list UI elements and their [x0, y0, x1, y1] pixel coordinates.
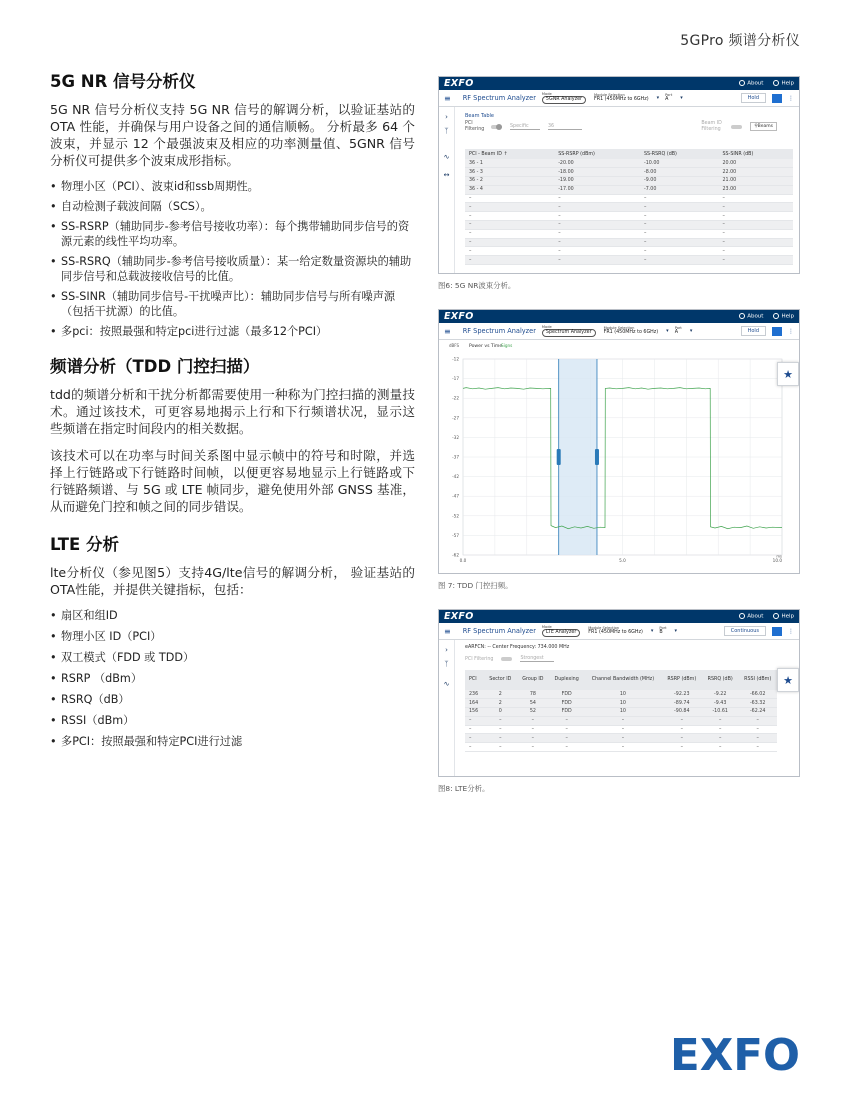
- table-cell: –: [719, 212, 794, 221]
- table-cell: 0: [484, 708, 517, 717]
- lte-section-title: LTE 分析: [50, 535, 120, 554]
- exfo-footer-logo: [670, 1035, 800, 1073]
- table-cell: -9.43: [702, 699, 738, 708]
- beam-table: [465, 149, 793, 265]
- table-cell: –: [554, 203, 640, 212]
- y-tick-label: -27: [452, 415, 459, 421]
- app-toolbar: [439, 623, 799, 640]
- list-item: • 扇区和组ID: [50, 608, 415, 623]
- exfo-logo: EXFO: [444, 78, 474, 89]
- table-cell: –: [465, 743, 484, 752]
- table-cell: -89.74: [662, 699, 703, 708]
- table-cell: –: [738, 734, 777, 743]
- table-cell: –: [484, 725, 517, 734]
- list-item: • 物理小区（PCI）、波束id和ssb周期性。: [50, 179, 415, 194]
- list-item: • SS-RSRP（辅助同步-参考信号接收功率）：每个携带辅助同步信号的资源元素的线性平均功率。: [50, 219, 415, 249]
- more-options-icon[interactable]: ⋮: [788, 94, 794, 102]
- list-item: • SS-RSRQ（辅助同步-参考信号接收质量）：某一给定数量资源块的辅助同步信号和总载波接收信号的比值。: [50, 254, 415, 284]
- table-cell: –: [702, 725, 738, 734]
- hamburger-icon[interactable]: ≡: [444, 93, 451, 103]
- waveform-icon[interactable]: ∿: [443, 680, 450, 688]
- table-cell: –: [517, 743, 549, 752]
- x-tick-label: 10.0: [772, 558, 782, 563]
- table-cell: 23.00: [719, 185, 794, 194]
- table-cell: –: [719, 229, 794, 238]
- table-cell: –: [484, 716, 517, 725]
- column-header[interactable]: SS-SINR (dB): [719, 149, 794, 159]
- help-icon: [773, 613, 779, 619]
- table-cell: 2: [484, 699, 517, 708]
- right-column: [438, 76, 800, 812]
- antenna-icon[interactable]: ᛉ: [444, 127, 449, 135]
- camera-icon[interactable]: [772, 627, 782, 636]
- help-icon: [773, 313, 779, 319]
- table-cell: –: [662, 716, 703, 725]
- table-cell: –: [465, 229, 554, 238]
- table-row[interactable]: [465, 708, 777, 717]
- arrows-icon[interactable]: ↔: [443, 171, 450, 179]
- table-cell: –: [554, 229, 640, 238]
- star-icon[interactable]: ★: [777, 362, 799, 386]
- table-cell: 236: [465, 690, 484, 699]
- table-cell: –: [584, 734, 661, 743]
- table-row[interactable]: [465, 247, 793, 256]
- column-header[interactable]: RSRQ (dB): [702, 670, 738, 690]
- table-cell: –: [554, 256, 640, 265]
- waveform-icon[interactable]: ∿: [443, 153, 450, 161]
- list-item: • 多PCI：按照最强和特定PCI进行过滤: [50, 734, 415, 749]
- antenna-icon[interactable]: ᛉ: [444, 660, 449, 668]
- table-cell: FDD: [549, 708, 584, 717]
- pci-filtering-label: PCI Filtering: [465, 656, 494, 662]
- hamburger-icon[interactable]: ≡: [444, 326, 451, 336]
- y-tick-label: -52: [452, 513, 459, 519]
- exfo-logo: EXFO: [444, 311, 474, 322]
- help-link[interactable]: Help: [773, 80, 794, 87]
- table-cell: –: [584, 716, 661, 725]
- filter-row: [465, 121, 795, 132]
- table-cell: –: [549, 734, 584, 743]
- table-cell: –: [702, 716, 738, 725]
- table-cell: –: [738, 743, 777, 752]
- chevron-down-icon[interactable]: ▾: [674, 628, 678, 634]
- module-select[interactable]: Module Selection FR1 (450MHz to 6GHz): [603, 326, 659, 335]
- side-rail: [439, 107, 455, 273]
- fig6-caption: 图6: 5G NR波束分析。: [438, 281, 516, 290]
- side-rail: [439, 640, 455, 776]
- about-link[interactable]: About: [739, 613, 763, 620]
- y-tick-label: -17: [452, 376, 459, 382]
- tdd-section-title: 频谱分析（TDD 门控扫描）: [50, 357, 260, 376]
- y-tick-label: -32: [452, 434, 459, 440]
- table-cell: -19.00: [554, 177, 640, 186]
- table-row[interactable]: [465, 194, 793, 203]
- table-row[interactable]: [465, 734, 777, 743]
- camera-icon[interactable]: [772, 327, 782, 336]
- table-cell: 78: [517, 690, 549, 699]
- table-cell: 36 - 1: [465, 159, 554, 168]
- list-item: • 多pci：按照最强和特定pci进行过滤（最多12个PCI）: [50, 324, 415, 339]
- lte-bullet-list: [50, 608, 415, 749]
- beam-table-label: Beam Table: [465, 113, 494, 119]
- table-cell: –: [465, 203, 554, 212]
- list-item: • SS-SINR（辅助同步信号-干扰噪声比）：辅助同步信号与所有噪声源（包括干扰源）的比值。: [50, 289, 415, 319]
- table-cell: -62.24: [738, 708, 777, 717]
- table-cell: –: [719, 203, 794, 212]
- chevron-right-icon[interactable]: ›: [445, 646, 448, 654]
- earfcn-readout: eARFCN: -- Center Frequency: 734.000 MHz: [465, 645, 570, 650]
- y-tick-label: -47: [452, 493, 459, 499]
- table-cell: –: [738, 725, 777, 734]
- port-select[interactable]: Port B: [659, 626, 667, 635]
- module-select[interactable]: Module Selection FR1 (450MHz to 6GHz): [594, 93, 649, 102]
- table-row[interactable]: [465, 716, 777, 725]
- module-select[interactable]: Module Selection FR1 (450MHz to 6GHz): [588, 626, 643, 635]
- column-header[interactable]: SS-RSRP (dBm): [554, 149, 640, 159]
- table-cell: 10: [584, 708, 661, 717]
- table-cell: –: [465, 247, 554, 256]
- pci-value-input[interactable]: 36: [548, 124, 582, 130]
- y-tick-label: -57: [452, 532, 459, 538]
- y-tick-label: -62: [452, 552, 459, 558]
- mode-field[interactable]: Mode Spectrum Analyzer: [542, 325, 596, 337]
- table-cell: –: [738, 716, 777, 725]
- table-cell: –: [719, 247, 794, 256]
- table-cell: 21.00: [719, 177, 794, 186]
- app-name: RF Spectrum Analyzer: [462, 627, 536, 635]
- table-cell: -92.23: [662, 690, 703, 699]
- table-cell: –: [702, 734, 738, 743]
- table-cell: 36 - 4: [465, 185, 554, 194]
- tdd-paragraph-1: tdd的频谱分析和干扰分析都需要使用一种称为门控扫描的测量技术。通过该技术，可更容易地揭示上行和下行频谱状况，显示这些频谱在指定时间段内的相关数据。: [50, 387, 415, 436]
- table-cell: 20.00: [719, 159, 794, 168]
- more-options-icon[interactable]: ⋮: [788, 627, 794, 635]
- gate-band: [559, 359, 597, 555]
- table-row[interactable]: [465, 725, 777, 734]
- app-name: RF Spectrum Analyzer: [462, 94, 536, 102]
- filter-row: [465, 656, 554, 662]
- table-cell: –: [465, 256, 554, 265]
- fig8-caption: 图8: LTE分析。: [438, 784, 490, 793]
- table-cell: 52: [517, 708, 549, 717]
- table-row[interactable]: [465, 212, 793, 221]
- column-header[interactable]: Group ID: [517, 670, 549, 690]
- table-cell: –: [554, 221, 640, 230]
- legend-entry: Signs: [501, 343, 513, 348]
- y-tick-label: -42: [452, 474, 459, 480]
- y-tick-label: -12: [452, 356, 459, 362]
- table-cell: –: [719, 256, 794, 265]
- table-cell: -8.00: [640, 168, 719, 177]
- app-toolbar: [439, 323, 799, 340]
- help-icon: [773, 80, 779, 86]
- table-cell: –: [640, 194, 719, 203]
- table-cell: -17.00: [554, 185, 640, 194]
- nr-section-title: 5G NR 信号分析仪: [50, 72, 196, 91]
- table-row[interactable]: [465, 699, 777, 708]
- table-cell: -7.00: [640, 185, 719, 194]
- table-row[interactable]: [465, 185, 793, 194]
- table-row[interactable]: [465, 203, 793, 212]
- table-cell: -20.00: [554, 159, 640, 168]
- about-link[interactable]: About: [739, 313, 763, 320]
- table-cell: -18.00: [554, 168, 640, 177]
- table-row[interactable]: [465, 229, 793, 238]
- column-header[interactable]: RSSI (dBm): [738, 670, 777, 690]
- table-cell: –: [517, 734, 549, 743]
- info-icon: [739, 80, 745, 86]
- table-cell: –: [554, 194, 640, 203]
- list-item: • RSRP （dBm）: [50, 671, 415, 686]
- continuous-button[interactable]: Continuous: [724, 626, 766, 636]
- table-cell: –: [584, 725, 661, 734]
- hamburger-icon[interactable]: ≡: [444, 626, 451, 636]
- table-cell: –: [465, 734, 484, 743]
- table-cell: –: [554, 212, 640, 221]
- chart-title: Power vs Time: [469, 344, 503, 349]
- table-row[interactable]: [465, 743, 777, 752]
- exfo-logo: EXFO: [444, 611, 474, 622]
- hold-button[interactable]: Hold: [741, 326, 766, 336]
- table-cell: –: [465, 238, 554, 247]
- app-topbar: [439, 610, 799, 623]
- table-cell: –: [719, 194, 794, 203]
- fig8-screenshot: [438, 609, 800, 777]
- beams-button[interactable]: ⚲Beams: [750, 122, 777, 131]
- y-tick-label: -37: [452, 454, 459, 460]
- chevron-down-icon[interactable]: ▾: [656, 95, 660, 101]
- pci-filtering-label: PCI Filtering: [465, 121, 485, 132]
- table-cell: –: [584, 743, 661, 752]
- tdd-paragraph-2: 该技术可以在功率与时间关系图中显示帧中的符号和时隙，并选择上行链路或下行链路时间帧，以便更容易地显示上行链路或下行链路频谱、与 5G 或 LTE 帧同步，避免使用外部 GNSS 基准，从而避免门控和帧之间的同步错误。: [50, 448, 415, 514]
- about-link[interactable]: About: [739, 80, 763, 87]
- help-link[interactable]: Help: [773, 313, 794, 320]
- column-header[interactable]: Channel Bandwidth (MHz): [584, 670, 661, 690]
- strongest-select[interactable]: Strongest: [520, 656, 554, 662]
- column-header[interactable]: RSRP (dBm): [662, 670, 703, 690]
- lte-table: [465, 670, 777, 752]
- table-cell: –: [554, 238, 640, 247]
- table-cell: 156: [465, 708, 484, 717]
- y-axis-label: dBFS: [449, 343, 460, 348]
- lte-paragraph: lte分析仪（参见图5）支持4G/lte信号的解调分析， 验证基站的OTA性能，并提供关键指标，包括：: [50, 565, 415, 597]
- table-cell: –: [554, 247, 640, 256]
- table-row[interactable]: [465, 690, 777, 699]
- gate-end-handle: [595, 449, 599, 465]
- table-cell: –: [465, 194, 554, 203]
- table-cell: –: [662, 725, 703, 734]
- column-header[interactable]: Sector ID: [484, 670, 517, 690]
- table-cell: –: [640, 221, 719, 230]
- product-title: 5GPro 频谱分析仪: [680, 33, 800, 49]
- chevron-down-icon[interactable]: ▾: [689, 328, 693, 334]
- table-cell: –: [640, 212, 719, 221]
- port-select[interactable]: Port A: [674, 326, 682, 335]
- app-name: RF Spectrum Analyzer: [462, 327, 536, 335]
- x-tick-label: 0.0: [459, 558, 467, 563]
- table-cell: -90.84: [662, 708, 703, 717]
- list-item: • 双工模式（FDD 或 TDD）: [50, 650, 415, 665]
- camera-icon[interactable]: [772, 94, 782, 103]
- table-cell: 36 - 3: [465, 168, 554, 177]
- info-icon: [739, 313, 745, 319]
- table-cell: 10: [584, 699, 661, 708]
- nr-paragraph: 5G NR 信号分析仪支持 5G NR 信号的解调分析，以验证基站的 OTA 性能，并确保与用户设备之间的通信顺畅。 分析最多 64 个波束，并显示 12 个最强波束及相应的功率测量值、5GNR 信号分析仪可提供多个波束成形指标。: [50, 102, 415, 168]
- table-row[interactable]: [465, 221, 793, 230]
- x-tick-label: 5.0: [619, 558, 626, 563]
- table-cell: 22.00: [719, 168, 794, 177]
- table-row[interactable]: [465, 238, 793, 247]
- table-cell: –: [640, 256, 719, 265]
- mode-field[interactable]: Mode 5GNR Analyzer: [542, 92, 586, 104]
- table-cell: -63.32: [738, 699, 777, 708]
- column-header[interactable]: Duplexing: [549, 670, 584, 690]
- more-options-icon[interactable]: ⋮: [788, 327, 794, 335]
- hold-button[interactable]: Hold: [741, 93, 766, 103]
- y-tick-label: -22: [452, 395, 459, 401]
- chevron-down-icon[interactable]: ▾: [680, 95, 683, 101]
- table-row[interactable]: [465, 256, 793, 265]
- table-cell: FDD: [549, 699, 584, 708]
- table-cell: 2: [484, 690, 517, 699]
- table-cell: –: [549, 716, 584, 725]
- gate-start-handle: [557, 449, 561, 465]
- table-cell: –: [517, 716, 549, 725]
- table-cell: –: [719, 221, 794, 230]
- table-cell: –: [484, 734, 517, 743]
- table-row[interactable]: [465, 159, 793, 168]
- table-cell: -9.22: [702, 690, 738, 699]
- table-cell: –: [719, 238, 794, 247]
- table-cell: –: [702, 743, 738, 752]
- app-topbar: [439, 310, 799, 323]
- app-toolbar: [439, 90, 799, 107]
- list-item: • RSRQ（dB）: [50, 692, 415, 707]
- table-cell: –: [465, 221, 554, 230]
- list-item: • 物理小区 ID（PCI）: [50, 629, 415, 644]
- table-cell: FDD: [549, 690, 584, 699]
- left-column: [50, 72, 415, 767]
- list-item: • RSSI（dBm）: [50, 713, 415, 728]
- chevron-right-icon[interactable]: ›: [445, 113, 448, 121]
- star-icon[interactable]: ★: [777, 668, 799, 692]
- table-cell: –: [465, 725, 484, 734]
- table-cell: 54: [517, 699, 549, 708]
- table-cell: -66.02: [738, 690, 777, 699]
- column-header[interactable]: SS-RSRQ (dB): [640, 149, 719, 159]
- beam-id-filtering-label: Beam ID Filtering: [701, 121, 722, 132]
- app-topbar: [439, 77, 799, 90]
- table-cell: –: [662, 743, 703, 752]
- table-cell: –: [549, 743, 584, 752]
- table-row[interactable]: [465, 168, 793, 177]
- table-cell: -9.00: [640, 177, 719, 186]
- nr-bullet-list: [50, 179, 415, 339]
- port-select[interactable]: Port A: [665, 93, 673, 102]
- beam-filter-toggle[interactable]: [731, 125, 742, 129]
- table-cell: –: [640, 229, 719, 238]
- fig7-caption: 图 7: TDD 门控扫频。: [438, 581, 513, 590]
- fig6-screenshot: [438, 76, 800, 274]
- table-cell: -10.61: [702, 708, 738, 717]
- pci-filter-toggle[interactable]: [491, 125, 502, 129]
- table-cell: 36 - 2: [465, 177, 554, 186]
- chevron-down-icon[interactable]: ▾: [666, 328, 669, 334]
- table-cell: -10.00: [640, 159, 719, 168]
- table-cell: –: [640, 203, 719, 212]
- table-cell: –: [465, 212, 554, 221]
- table-cell: –: [484, 743, 517, 752]
- help-link[interactable]: Help: [773, 613, 794, 620]
- table-cell: –: [640, 247, 719, 256]
- column-header[interactable]: PCI: [465, 670, 484, 690]
- x-axis-label: ms: [776, 553, 782, 559]
- specific-select[interactable]: Specific: [510, 124, 540, 130]
- list-item: • 自动检测子载波间隔（SCS）。: [50, 199, 415, 214]
- fig7-screenshot: [438, 309, 800, 574]
- table-cell: –: [517, 725, 549, 734]
- table-cell: 10: [584, 690, 661, 699]
- power-vs-time-chart: [439, 341, 800, 574]
- footer-logo-text: EXFO: [670, 1035, 800, 1073]
- table-cell: –: [549, 725, 584, 734]
- chevron-down-icon[interactable]: ▾: [650, 628, 654, 634]
- table-cell: –: [640, 238, 719, 247]
- table-cell: 164: [465, 699, 484, 708]
- info-icon: [739, 613, 745, 619]
- mode-field[interactable]: Mode LTE Analyzer: [542, 625, 580, 637]
- table-cell: –: [662, 734, 703, 743]
- pci-filter-toggle[interactable]: [501, 657, 512, 661]
- table-cell: –: [465, 716, 484, 725]
- table-row[interactable]: [465, 177, 793, 186]
- column-header[interactable]: PCI - Beam ID ↑: [465, 149, 554, 159]
